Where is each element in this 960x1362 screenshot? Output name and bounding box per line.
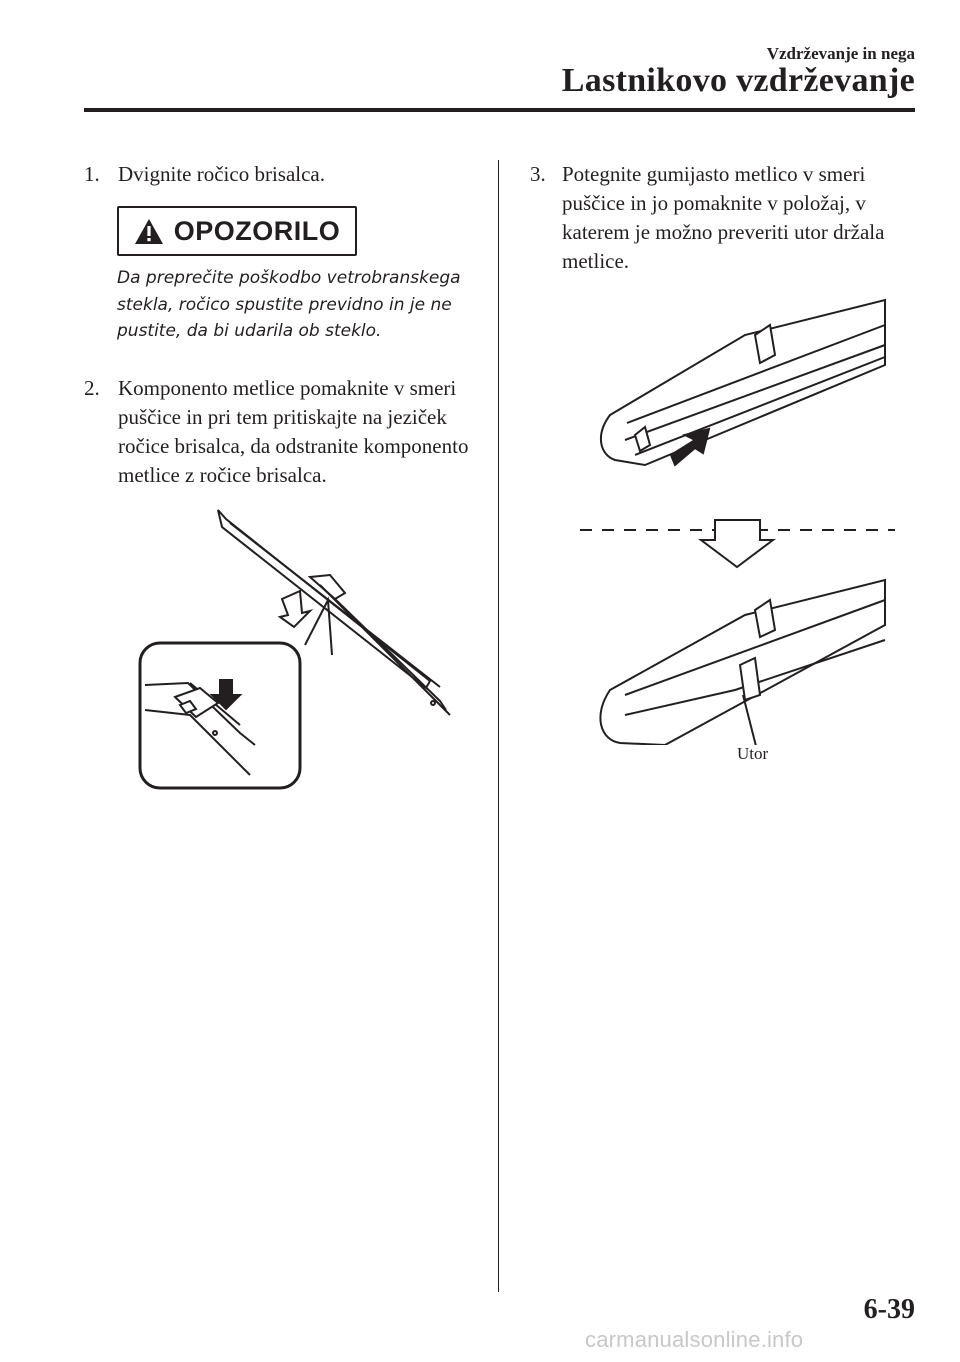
- step-3: [530, 160, 920, 276]
- step-2: [84, 374, 484, 490]
- step-text: Dvignite ročico brisalca.: [118, 162, 326, 186]
- section-label: Vzdrževanje in nega: [766, 44, 915, 63]
- watermark: carmanualsonline.info: [585, 1327, 804, 1352]
- warning-triangle-icon: [134, 218, 164, 245]
- step-text: Komponento metlice pomaknite v smeri puščice in pri tem pritiskajte na jeziček ročice brisalca, da odstranite komponento metlice z ročice brisalca.: [118, 376, 469, 487]
- blade-slide-illustration: [575, 295, 900, 745]
- warning-label: OPOZORILO: [173, 215, 341, 246]
- step-number: 2.: [84, 376, 100, 400]
- warning-box: [117, 206, 357, 256]
- warning-text: Da preprečite poškodbo vetrobranskega stekla, ročico spustite previdno in je ne pustite, da bi udarila ob steklo.: [117, 268, 461, 341]
- groove-callout: Utor: [737, 744, 769, 763]
- header-divider: [84, 108, 915, 112]
- column-divider: [498, 160, 499, 1292]
- step-text: Potegnite gumijasto metlico v smeri puščice in jo pomaknite v položaj, v katerem je možno preveriti utor držala metlice.: [562, 162, 885, 273]
- step-number: 1.: [84, 162, 100, 186]
- step-1: [84, 160, 484, 189]
- step-number: 3.: [530, 162, 546, 186]
- page-title: Lastnikovo vzdrževanje: [561, 62, 915, 99]
- page-number: 6-39: [863, 1294, 915, 1325]
- wiper-removal-illustration: [130, 505, 460, 795]
